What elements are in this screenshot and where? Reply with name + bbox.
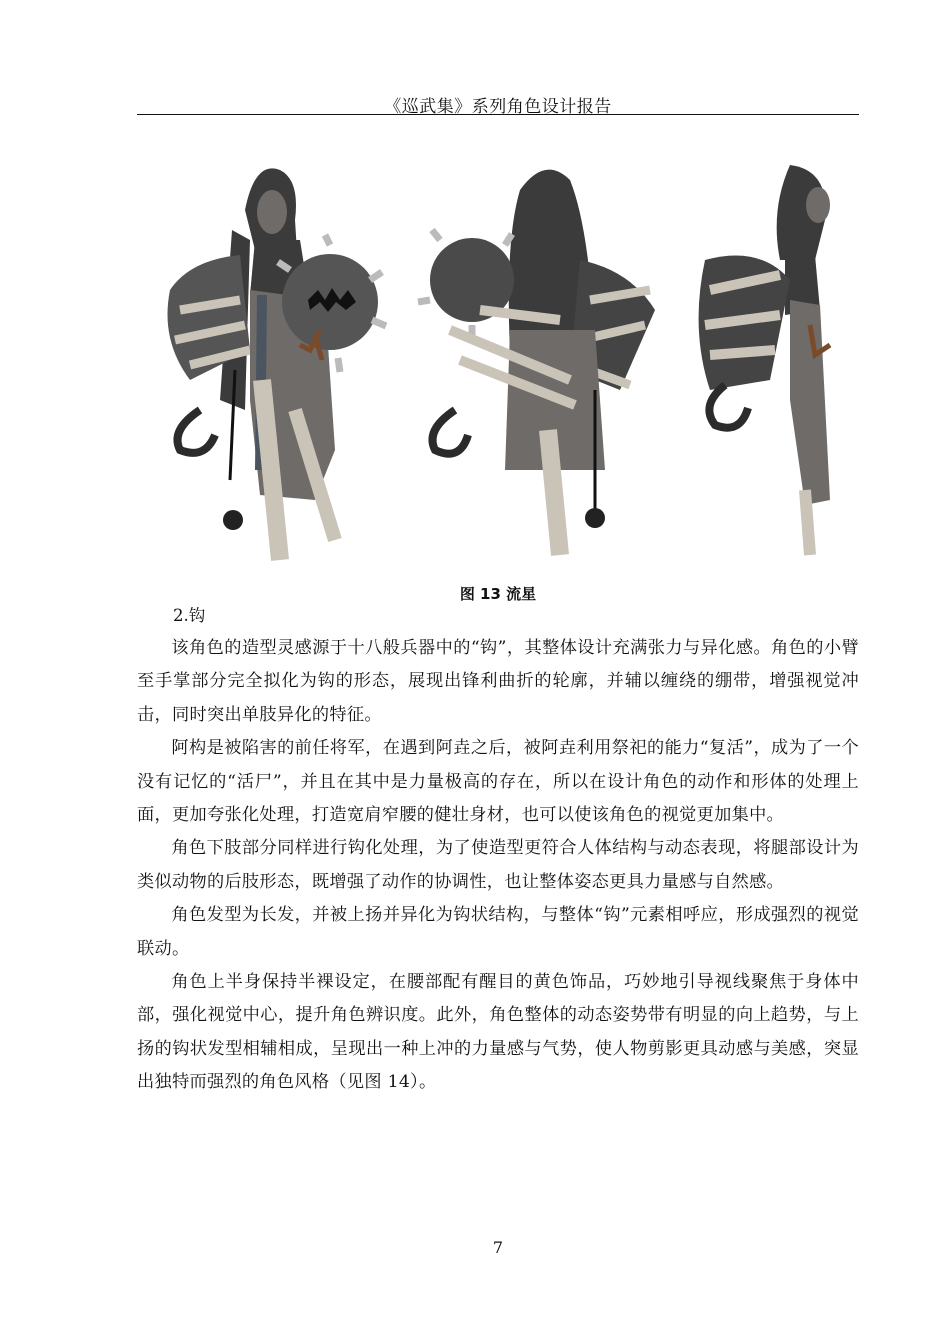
body-text [137,632,859,1100]
figure-caption: 图 13 流星 [459,585,537,603]
back-view-sketch [418,170,655,555]
front-view-sketch [168,168,387,560]
side-view-sketch [699,165,830,555]
paragraph: 阿构是被陷害的前任将军，在遇到阿垚之后，被阿垚利用祭祀的能力“复活”，成为了一个没有记忆的“活尸”，并且在其中是力量极高的存在，所以在设计角色的动作和形体的处理上面，更加夸张化处理，打造宽肩窄腰的健壮身材，也可以使该角色的视觉更加集中。 [137,738,859,826]
page-number: 7 [492,1238,504,1257]
running-header: 《巡武集》系列角色设计报告 [384,97,612,117]
paragraph: 该角色的造型灵感源于十八般兵器中的“钩”，其整体设计充满张力与异化感。角色的小臂至手掌部分完全拟化为钩的形态，展现出锋利曲折的轮廓，并辅以缠绕的绷带，增强视觉冲击，同时突出单肢异化的特征。 [137,638,859,725]
header-rule [137,114,859,115]
section-heading: 2.钩 [173,606,206,625]
paragraph: 角色下肢部分同样进行钩化处理，为了使造型更符合人体结构与动态表现，将腿部设计为类似动物的后肢形态，既增强了动作的协调性，也让整体姿态更具力量感与自然感。 [137,838,859,892]
paragraph: 角色发型为长发，并被上扬并异化为钩状结构，与整体“钩”元素相呼应，形成强烈的视觉联动。 [137,905,859,959]
paragraph: 角色上半身保持半裸设定，在腰部配有醒目的黄色饰品，巧妙地引导视线聚焦于身体中部，强化视觉中心，提升角色辨识度。此外，角色整体的动态姿势带有明显的向上趋势，与上扬的钩状发型相辅相成，呈现出一种上冲的力量感与气势，使人物剪影更具动感与美感，突显出独特而强烈的角色风格（见图 14）。 [137,972,859,1093]
character-turnaround-figure [150,150,850,565]
